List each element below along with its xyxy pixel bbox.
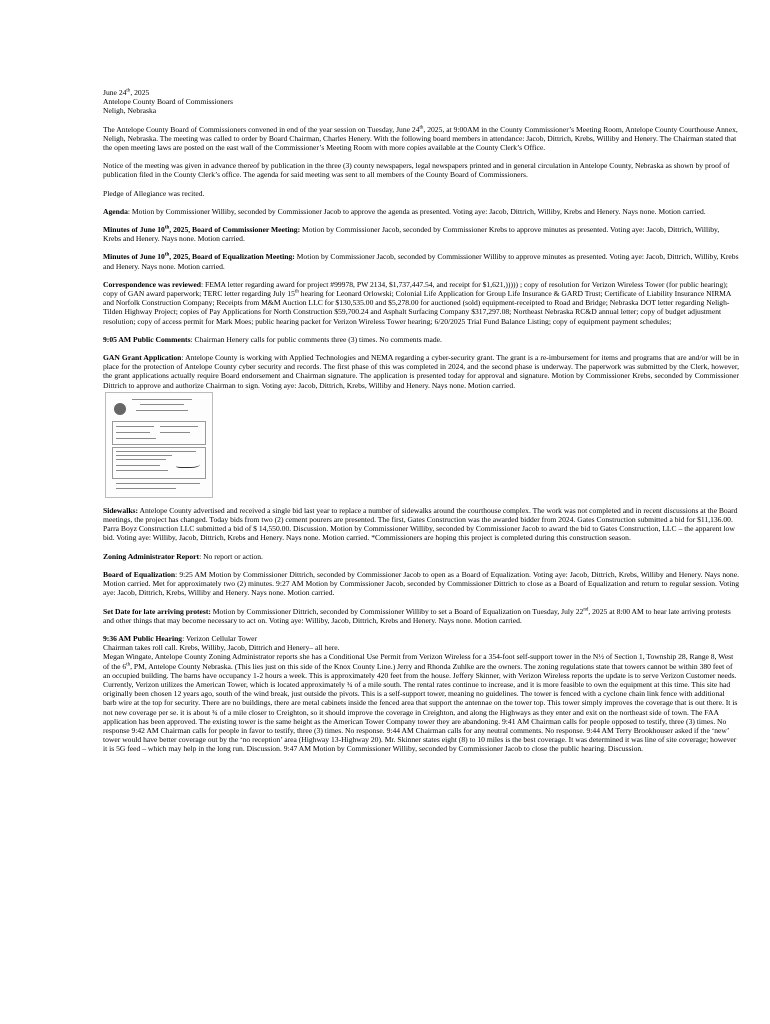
minutes-commissioner-item: Minutes of June 10th, 2025, Board of Commissioner Meeting: Motion by Commissioner Jacob, seconded by Commissioner Krebs to approve minutes as presented. Voting aye: Jacob, Dittrich, Williby, Krebs and Henery. Nays none. Motion carried. [103, 225, 720, 244]
meeting-date: June 24th, 2025 [103, 88, 150, 97]
agenda-item: Agenda: Motion by Commissioner Williby, seconded by Commissioner Jacob to approve the agenda as presented. Voting aye: Jacob, Dittrich, Williby, Krebs and Henery. Nays none. Motion carried. [103, 206, 706, 216]
gan-grant-item: GAN Grant Application: Antelope County is working with Applied Technologies and NEMA regarding a cyber-security grant. The grant is a re-imbursement for items and programs that are and/or will be in place for the protection of Antelope County cyber security and records. The first phase of this was completed in 2024, and the second phase is underway. The paperwork was submitted by the Clerk, however, the grant applications actually require Board endorsement and Chairman signature. The application is presented today for approval and signature. Motion by Commissioner Krebs, seconded by Commissioner Dittrich to approve and authorize Chairman to sign. Voting aye: Jacob, Dittrich, Krebs, Williby and Henery. Nays none. Motion carried. [103, 353, 739, 390]
notice-paragraph: Notice of the meeting was given in advance thereof by publication in the three (3) county newspapers, legal newspapers printed and in general circulation in Antelope County, Nebraska as shown by proof of publication filed in the County Clerk’s office. The agenda for said meeting was sent to all members of the County Board of Commissioners. [103, 161, 730, 180]
county-seal-icon [114, 403, 126, 415]
roll-call: Chairman takes roll call. Krebs, Williby, Jacob, Dittrich and Henery– all here. [103, 643, 340, 653]
correspondence-item: Correspondence was reviewed: FEMA letter regarding award for project #99978, PW 2134, $1,737,447.54, and receipt for $1,621,))))) ; copy of resolution for Verizon Wireless Tower (for public hearing); copy of GAN award paperwork; TERC letter regarding July 15th hearing for Leonard Orlowski; Colonial Life Application for Group Life Insurance & GARD Trust; Certificate of Liability Insurance NIRMA and Norfolk Construction Company; Receipts from M&M Auction LLC for $130,535.00 and $5,278.00 for auctioned (sold) equipment-receipted to Road and Bridge; Nebraska DOT letter regarding Neligh-Tilden Highway Project; copies of Pay Applications for North Construction $59,700.24 and Asphalt Surfacing Company $317,297.08; Northeast Nebraska RC&D annual letter; copy of budget adjustment resolution; copy of access permit for Mark Moes; public hearing packet for Verizon Wireless Tower hearing; 6/20/2025 Trial Fund Balance Listing; copy of equipment payment schedules; [103, 279, 731, 326]
public-hearing-heading: 9:36 AM Public Hearing: Verizon Cellular Tower [103, 633, 258, 643]
signature-mark [176, 459, 200, 468]
public-hearing-body: Megan Wingate, Antelope County Zoning Administrator reports she has a Conditional Use Permit from Verizon Wireless for a 354-foot self-support tower in the N½ of Section 1, Township 28, Range 8, West of the 6th, PM, Antelope County Nebraska. (This lies just on this side of the Knox County Line.) Jerry and Rhonda Zuhlke are the owners. The zoning regulations state that towers cannot be within 380 feet of an occupied building. The barns have occupancy 1-2 hours a week. This is approximately 420 feet from the house. Jeffery Skinner, with Verizon Wireless reports the update is to serve Verizon Customer needs. Currently, Verizon utilizes the American Tower, which is located approximately ¾ of a mile south. The rental rates continue to increase, and it is more feasible to own the equipment at this time. This site had originally been chosen 12 years ago, south of the wind break, just outside the pivots. This is a self-support tower, meaning no guidelines. The tower is fenced with a cyclone chain link fence with additional barb wire at the top for security. There are no buildings, there are metal cabinets inside the fenced area that support the antennae on the tower top. This tower simply improves the coverage that is out there. It is not new coverage per se. it is about ¾ of a mile closer to Creighton, so it should improve the coverage in Creighton, and along the Highways as they enter and exit on the northeast side of town. The FAA application has been approved. The existing tower is the same height as the American Tower Company tower they are abandoning. 9:41 AM Chairman calls for people opposed to testify, three (3) times. No response 9:42 AM Chairman calls for people in favor to testify, three (3) times. No response. 9:44 AM Chairman calls for any neutral comments. No response. 9:44 AM Terry Brookhouser asked if the ‘new’ tower would have better coverage out by the ‘no reception’ area (Highway 13-Highway 20). Mr. Skinner states eight (8) to 10 miles is the best coverage. It was determined it was line of site coverage; however it is 5G feed – which may help in the long run. Discussion. 9:47 AM Motion by Commissioner Williby, seconded by Commissioner Jacob to close the public hearing. Discussion. [103, 652, 738, 754]
zoning-report-item: Zoning Administrator Report: No report or action. [103, 551, 263, 561]
pledge-paragraph: Pledge of Allegiance was recited. [103, 188, 205, 198]
sidewalks-item: Sidewalks: Antelope County advertised and received a single bid last year to replace a number of sidewalks around the courthouse complex. The work was not completed and in recent discussions at the Board meetings, the project has changed. Today bids from two (2) cement pourers are presented. The first, Gates Construction was the awarded bidder from 2024. Gates Construction submitted a bid for $11,136.00. Parra Boyz Construction LLC submitted a bid of $ 14,550.00. Discussion. Motion by Commissioner Williby, seconded by Commissioner Jacob to award the bid to Gates Construction, LLC – the apparent low bid. Voting aye: Williby, Jacob, Dittrich, Krebs and Henery. Nays none. Motion carried. *Commissioners are hoping this project is completed during this construction season. [103, 505, 738, 543]
board-location: Neligh, Nebraska [103, 106, 157, 116]
board-name: Antelope County Board of Commissioners [103, 97, 233, 107]
public-comments-item: 9:05 AM Public Comments: Chairman Henery calls for public comments three (3) times. No comments made. [103, 334, 442, 344]
late-protest-item: Set Date for late arriving protest: Motion by Commissioner Dittrich, seconded by Commissioner Williby to set a Board of Equalization on Tuesday, July 22nd, 2025 at 8:00 AM to hear late arriving protests and other things that may become necessary to act on. Voting aye: Williby, Jacob, Dittrich, Krebs and Henery. Nays none. Motion carried. [103, 606, 731, 625]
minutes-equalization-item: Minutes of June 10th, 2025, Board of Equalization Meeting: Motion by Commissioner Jacob, seconded by Commissioner Williby to approve minutes as presented. Voting aye: Jacob, Dittrich, Williby, Krebs and Henery. Nays none. Motion carried. [103, 252, 739, 271]
minutes-document [103, 88, 739, 754]
board-of-equalization-item: Board of Equalization: 9:25 AM Motion by Commissioner Dittrich, seconded by Commissioner Jacob to open as a Board of Equalization. Voting aye: Jacob, Dittrich, Krebs, Williby and Henery. Nays none. Motion carried. Met for approximately two (2) minutes. 9:27 AM Motion by Commissioner Jacob, seconded by Commissioner Dittrich to close as a Board of Equalization and return to regular session. Voting aye: Jacob, Dittrich, Krebs, Williby and Henery. Nays none. Motion carried. [103, 569, 739, 598]
opening-paragraph: The Antelope County Board of Commissioners convened in end of the year session on Tuesday, June 24th, 2025, at 9:00AM in the County Commissioner’s Meeting Room, Antelope County Courthouse Annex, Neligh, Nebraska. The meeting was called to order by Board Chairman, Charles Henery. With the following board members in attendance: Jacob, Dittrich, Krebs, Williby and Henery. The Chairman stated that the open meeting laws are posted on the east wall of the Commissioner’s Meeting Room with more copies available at the County Clerk’s Office. [103, 124, 738, 153]
grant-form-thumbnail [105, 392, 213, 498]
